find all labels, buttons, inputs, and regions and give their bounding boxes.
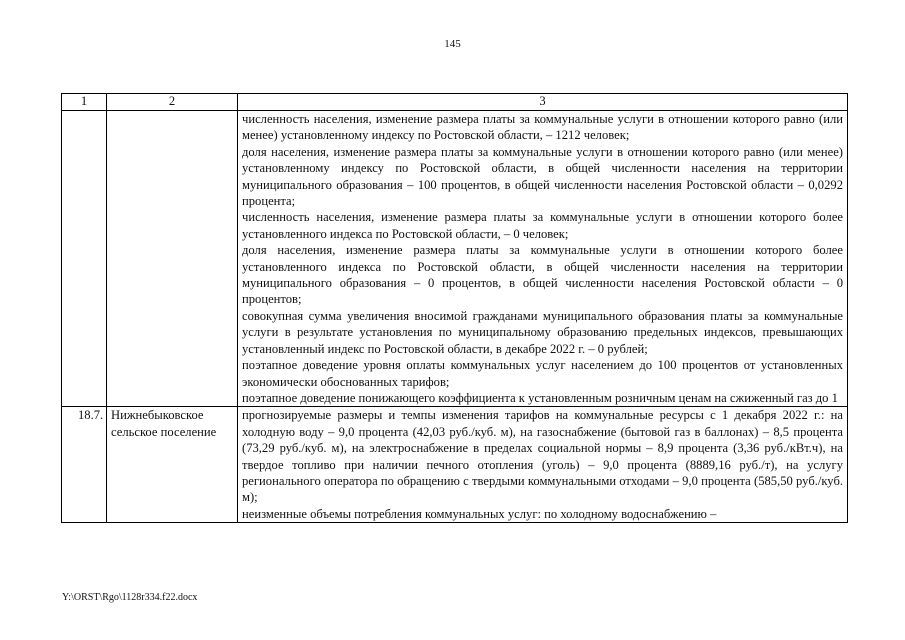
content-cell: [238, 407, 848, 523]
document-table: [61, 93, 848, 523]
settlement-name-cell: Нижнебыковское сельское поселение: [107, 407, 238, 523]
row-number-cell: 18.7.: [62, 407, 107, 523]
table-row: [62, 111, 848, 407]
column-header-content: 3: [238, 94, 848, 111]
table-header-row: [62, 94, 848, 111]
content-cell: [238, 111, 848, 407]
footer-file-path: Y:\ORST\Rgo\1128r334.f22.docx: [62, 592, 198, 603]
table-row: [62, 407, 848, 523]
content-paragraph: совокупная сумма увеличения вносимой гражданами муниципального образования платы за коммунальные услуги в результате установления по муниципальному образованию предельных индексов, превышающих установленный индекс по Ростовской области, в декабре 2022 г. – 0 рублей;: [242, 308, 843, 356]
column-header-name: 2: [107, 94, 238, 111]
content-paragraph: доля населения, изменение размера платы за коммунальные услуги в отношении которого равно (или менее) установленному индексу по Ростовской области, в общей численности населения на территории муниципального образования – 100 процентов, в общей численности населения Ростовской области – 0,0292 процента;: [242, 144, 843, 209]
row-number-cell: [62, 111, 107, 407]
column-header-number: 1: [62, 94, 107, 111]
content-paragraph: численность населения, изменение размера платы за коммунальные услуги в отношении которого равно (или менее) установленному индексу по Ростовской области, – 1212 человек;: [242, 112, 843, 143]
content-paragraph: прогнозируемые размеры и темпы изменения тарифов на коммунальные ресурсы с 1 декабря 2022 г.: на холодную воду – 9,0 процента (42,03 руб./куб. м), на газоснабжение (бытовой газ в баллонах) – 8,5 процента (73,29 руб./куб. м), на электроснабжение в пределах социальной нормы – 8,9 процента (3,36 руб./кВт.ч), на твердое топливо при наличии печного отопления (уголь) – 9,0 процента (8889,16 руб./т), на услугу регионального оператора по обращению с твердыми коммунальными отходами – 9,0 процента (585,50 руб./куб. м);: [242, 408, 843, 505]
content-paragraph: поэтапное доведение понижающего коэффициента к установленным розничным ценам на сжиженный газ до 1: [242, 390, 838, 405]
settlement-name-cell: [107, 111, 238, 407]
content-paragraph: поэтапное доведение уровня оплаты коммунальных услуг населением до 100 процентов от установленных экономически обоснованных тарифов;: [242, 358, 843, 389]
page-number: 145: [444, 38, 461, 50]
content-paragraph: численность населения, изменение размера платы за коммунальные услуги в отношении которого более установленного индекса по Ростовской области, – 0 человек;: [242, 210, 843, 241]
content-paragraph: неизменные объемы потребления коммунальных услуг: по холодному водоснабжению –: [242, 506, 717, 521]
content-paragraph: доля населения, изменение размера платы за коммунальные услуги в отношении которого более установленного индекса по Ростовской области, в общей численности населения на территории муниципального образования – 0 процентов, в общей численности населения Ростовской области – 0 процентов;: [242, 243, 843, 307]
